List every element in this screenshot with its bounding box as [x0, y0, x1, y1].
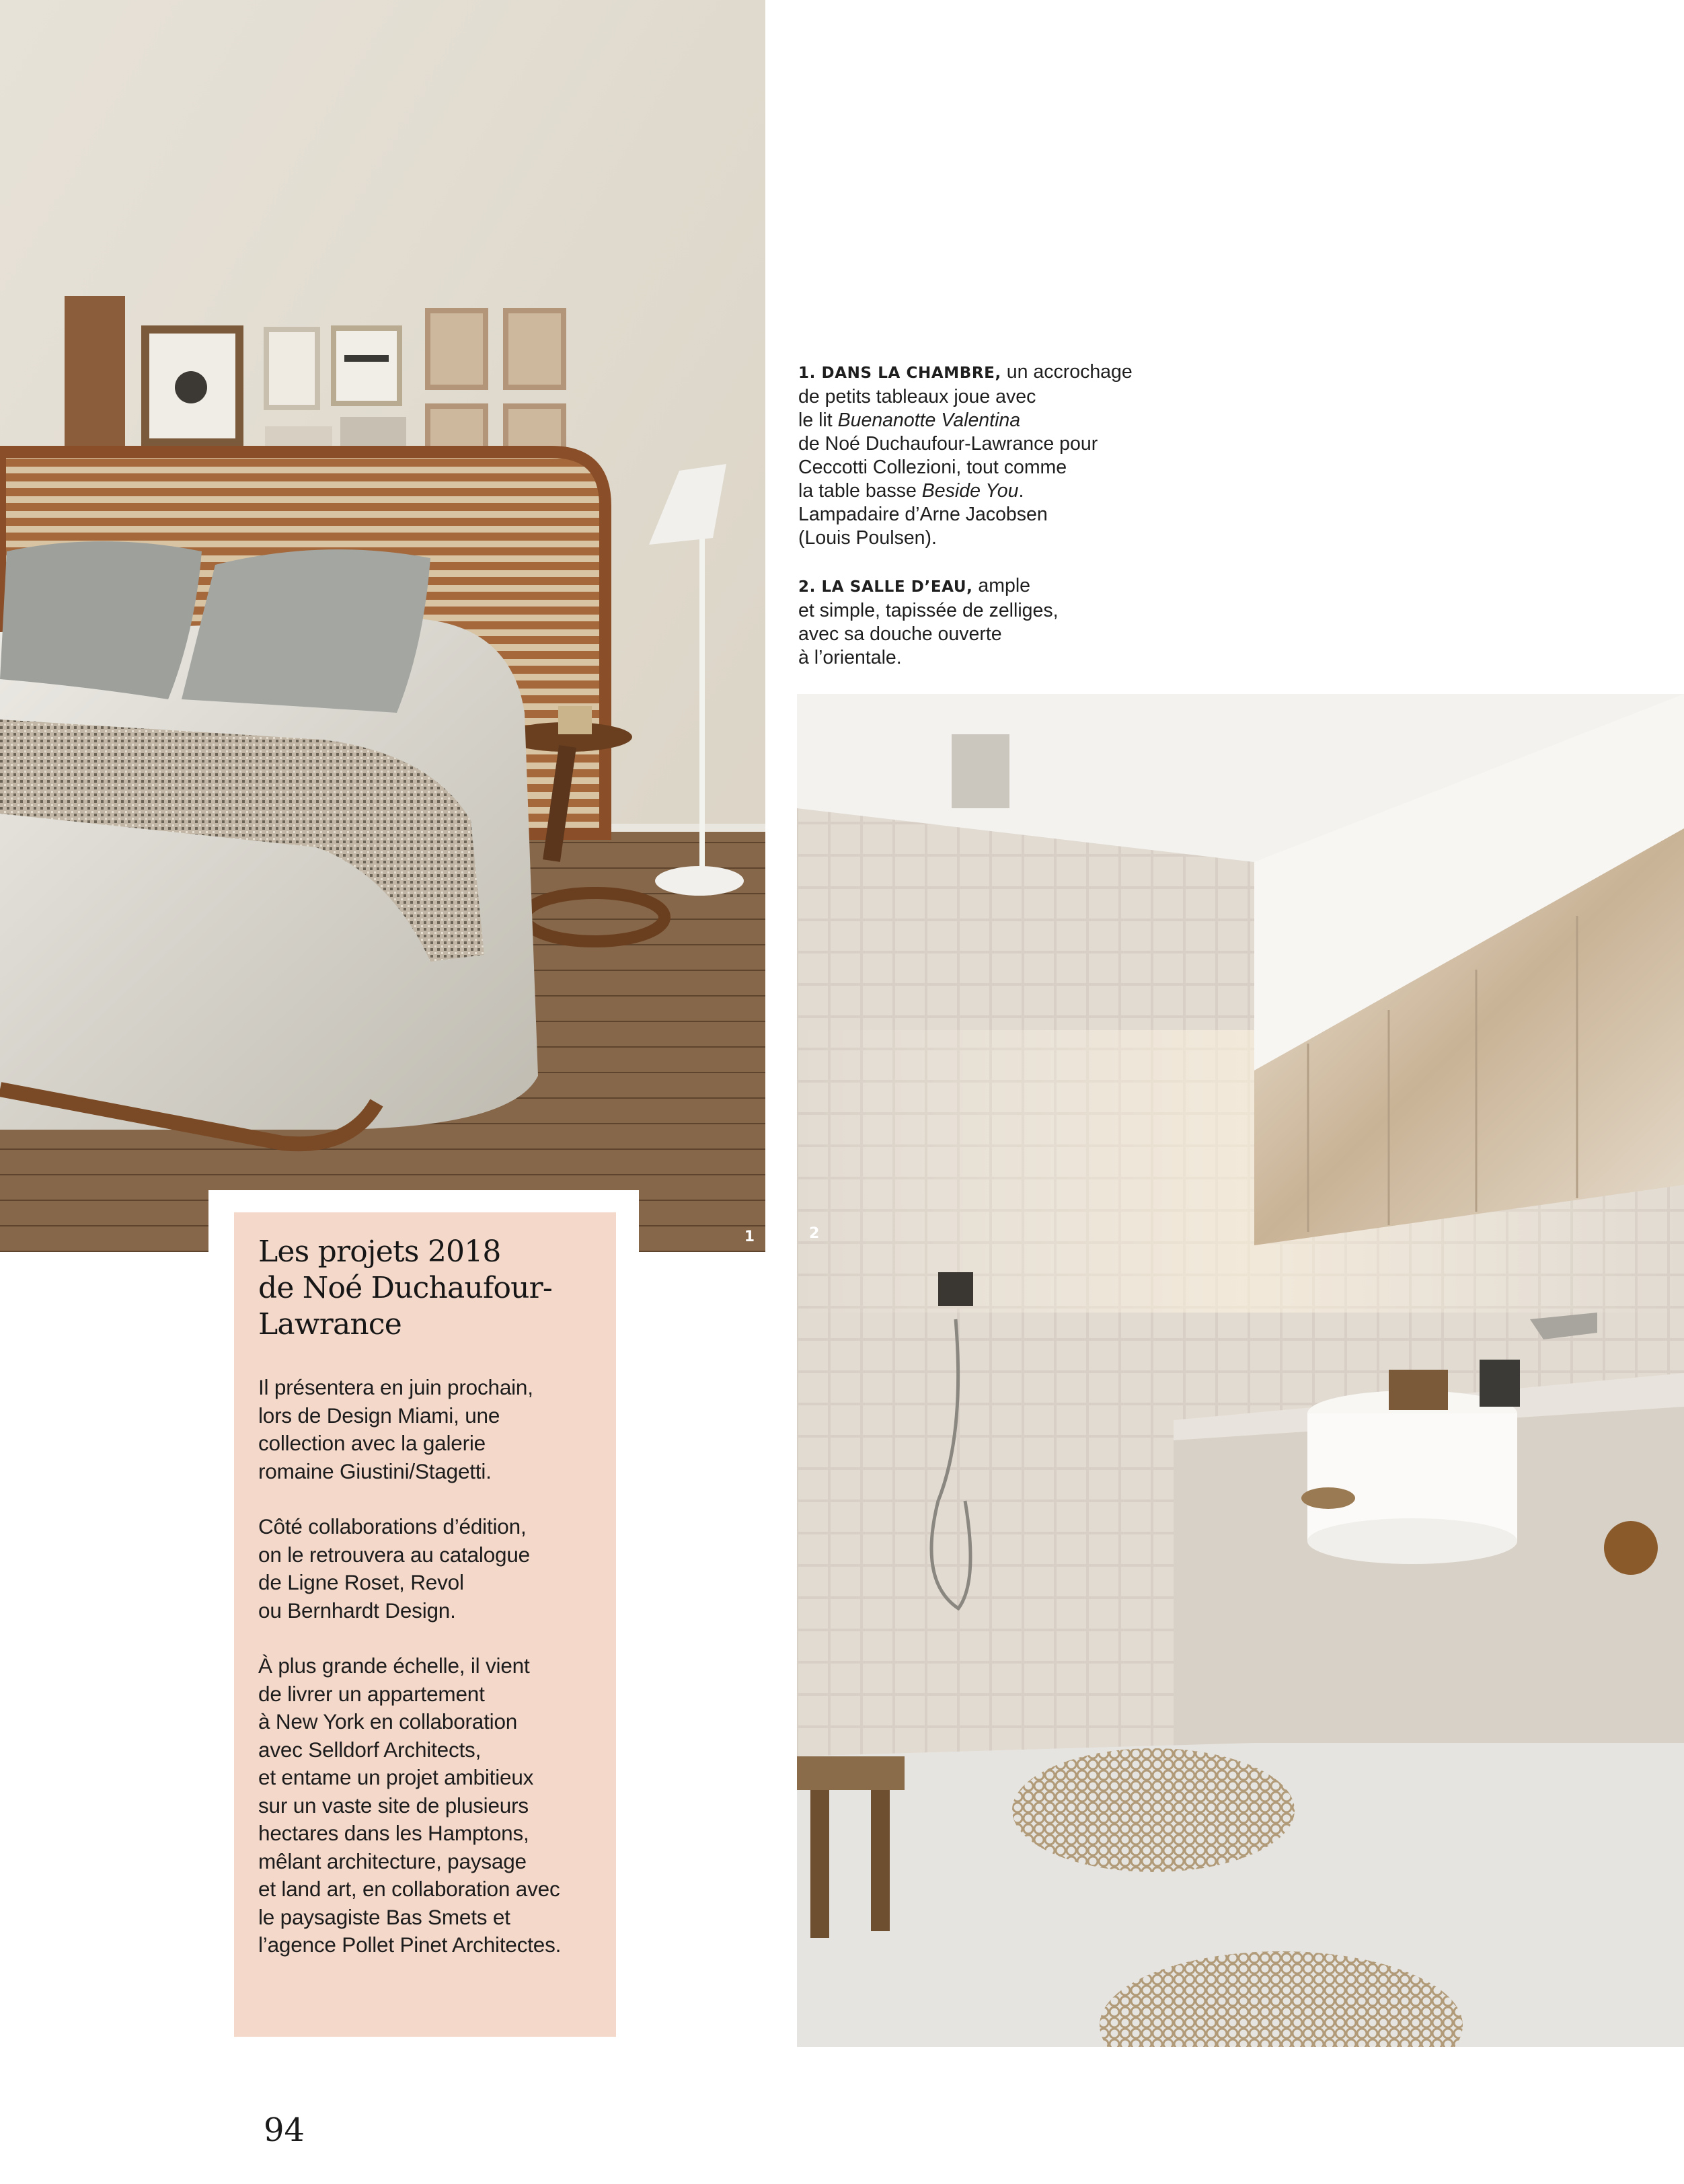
- caption-bathroom: 2. LA SALLE D’EAU, ample et simple, tapissée de zelliges, avec sa douche ouverte à l’orientale.: [798, 575, 1059, 668]
- photo-number: 1: [744, 1228, 755, 1245]
- photo-captions: [798, 360, 1148, 694]
- sidebar-paragraph: À plus grande échelle, il vient de livrer un appartement à New York en collaboration avec Selldorf Architects, et entame un projet ambitieux sur un vaste site de plusieurs hectares dans les Hamptons, mêlant architecture, paysage et land art, en collaboration avec le paysagiste Bas Smets et l’agence Pollet Pinet Architectes.: [258, 1653, 562, 1957]
- photo-number: 2: [809, 1225, 820, 1242]
- sidebar-paragraph: Côté collaborations d’édition, on le retrouvera au catalogue de Ligne Roset, Revol ou Bernhardt Design.: [258, 1514, 530, 1623]
- sidebar-title: Les projets 2018 de Noé Duchaufour- Lawrance: [258, 1235, 552, 1341]
- bedroom-photo: [0, 0, 765, 1252]
- sidebar-box: [234, 1212, 616, 2037]
- caption-lead: 1. DANS LA CHAMBRE,: [798, 364, 1001, 382]
- product-name: Beside You: [921, 480, 1019, 502]
- product-name: Buenanotte Valentina: [837, 410, 1021, 431]
- caption-bedroom: 1. DANS LA CHAMBRE, un accrochage de petits tableaux joue avec le lit Buenanotte Valentina de Noé Duchaufour-Lawrance pour Ceccotti Collezioni, tout comme la table basse Beside You. Lampadaire d’Arne Jacobsen (Louis Poulsen).: [798, 361, 1133, 549]
- sidebar-paragraph: Il présentera en juin prochain, lors de Design Miami, une collection avec la galerie romaine Giustini/Stagetti.: [258, 1375, 533, 1483]
- bathroom-illustration: [797, 694, 1684, 2047]
- caption-lead: 2. LA SALLE D’EAU,: [798, 578, 973, 596]
- page-number: 94: [264, 2111, 305, 2149]
- bathroom-photo: [797, 694, 1684, 2047]
- bedroom-illustration: [0, 0, 765, 1252]
